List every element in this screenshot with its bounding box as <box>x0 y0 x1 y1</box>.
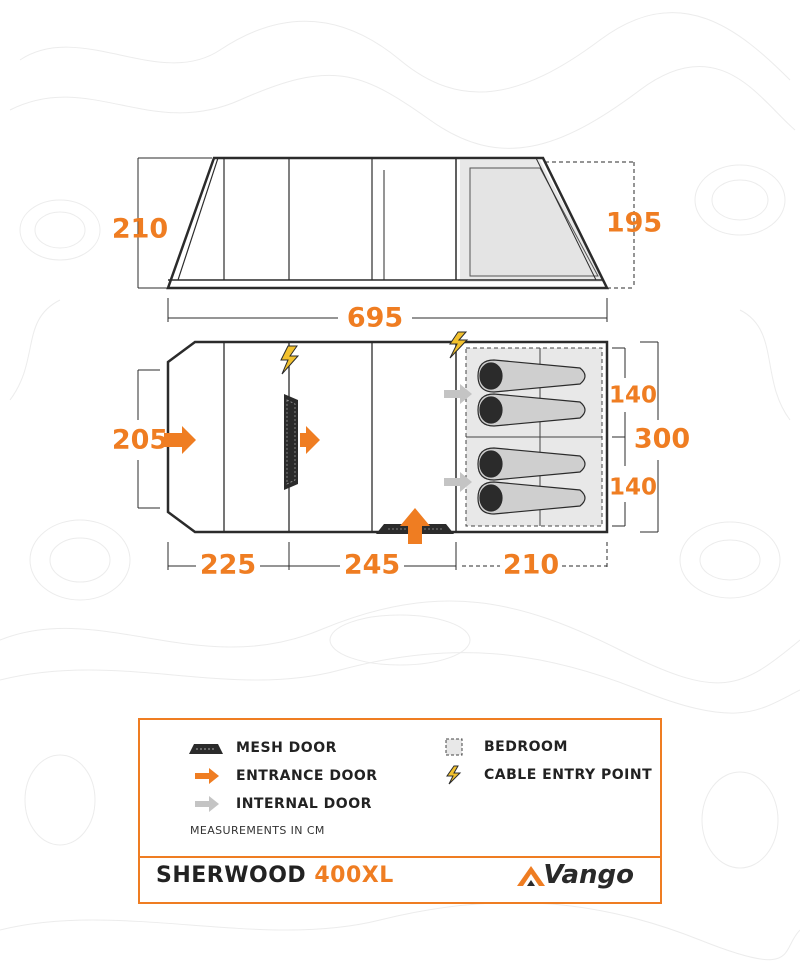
cable-entry-legend-icon <box>436 766 472 784</box>
length-dimension <box>168 298 607 334</box>
dim-section-1: 225 <box>199 549 257 581</box>
entrance-arrow-internal <box>300 426 320 454</box>
legend-item-bedroom <box>436 738 568 756</box>
dim-height-rear: 195 <box>605 207 663 239</box>
legend-label: ENTRANCE DOOR <box>236 768 378 784</box>
legend-divider <box>140 856 660 858</box>
product-name: SHERWOOD <box>156 863 307 888</box>
bedroom-icon <box>436 738 472 756</box>
legend-item-mesh-door <box>188 739 337 757</box>
legend-label: INTERNAL DOOR <box>236 796 372 812</box>
legend-item-cable-entry <box>436 766 652 784</box>
dim-height-front: 210 <box>111 213 169 245</box>
dim-total-length: 695 <box>346 302 404 334</box>
side-bedroom-inner <box>470 168 598 276</box>
brand-logo <box>517 860 634 890</box>
dim-bedroom-bottom: 140 <box>608 474 658 501</box>
legend-label: CABLE ENTRY POINT <box>484 767 653 783</box>
cable-entry-icon <box>450 332 467 358</box>
legend-panel <box>138 718 662 904</box>
dim-bedroom-top: 140 <box>608 382 658 409</box>
product-variant: 400XL <box>314 863 394 888</box>
mesh-door-internal <box>284 394 298 490</box>
entrance-arrow-icon <box>188 767 224 785</box>
legend-item-internal-door <box>188 795 372 813</box>
measurement-note: MEASUREMENTS IN CM <box>190 824 325 837</box>
legend-label: MESH DOOR <box>236 740 337 756</box>
brand-name: Vango <box>543 860 634 890</box>
dim-front-width: 205 <box>111 424 169 456</box>
brand-mark-icon <box>517 864 545 886</box>
side-view <box>112 158 662 288</box>
dim-section-3: 210 <box>502 549 560 581</box>
floor-plan <box>112 332 690 581</box>
entrance-arrow-side <box>400 508 430 544</box>
product-title <box>156 863 394 888</box>
internal-arrow-icon <box>188 795 224 813</box>
mesh-door-icon <box>188 739 224 757</box>
legend-label: BEDROOM <box>484 739 568 755</box>
dim-section-2: 245 <box>343 549 401 581</box>
dim-total-width: 300 <box>633 423 691 455</box>
legend-item-entrance-door <box>188 767 378 785</box>
